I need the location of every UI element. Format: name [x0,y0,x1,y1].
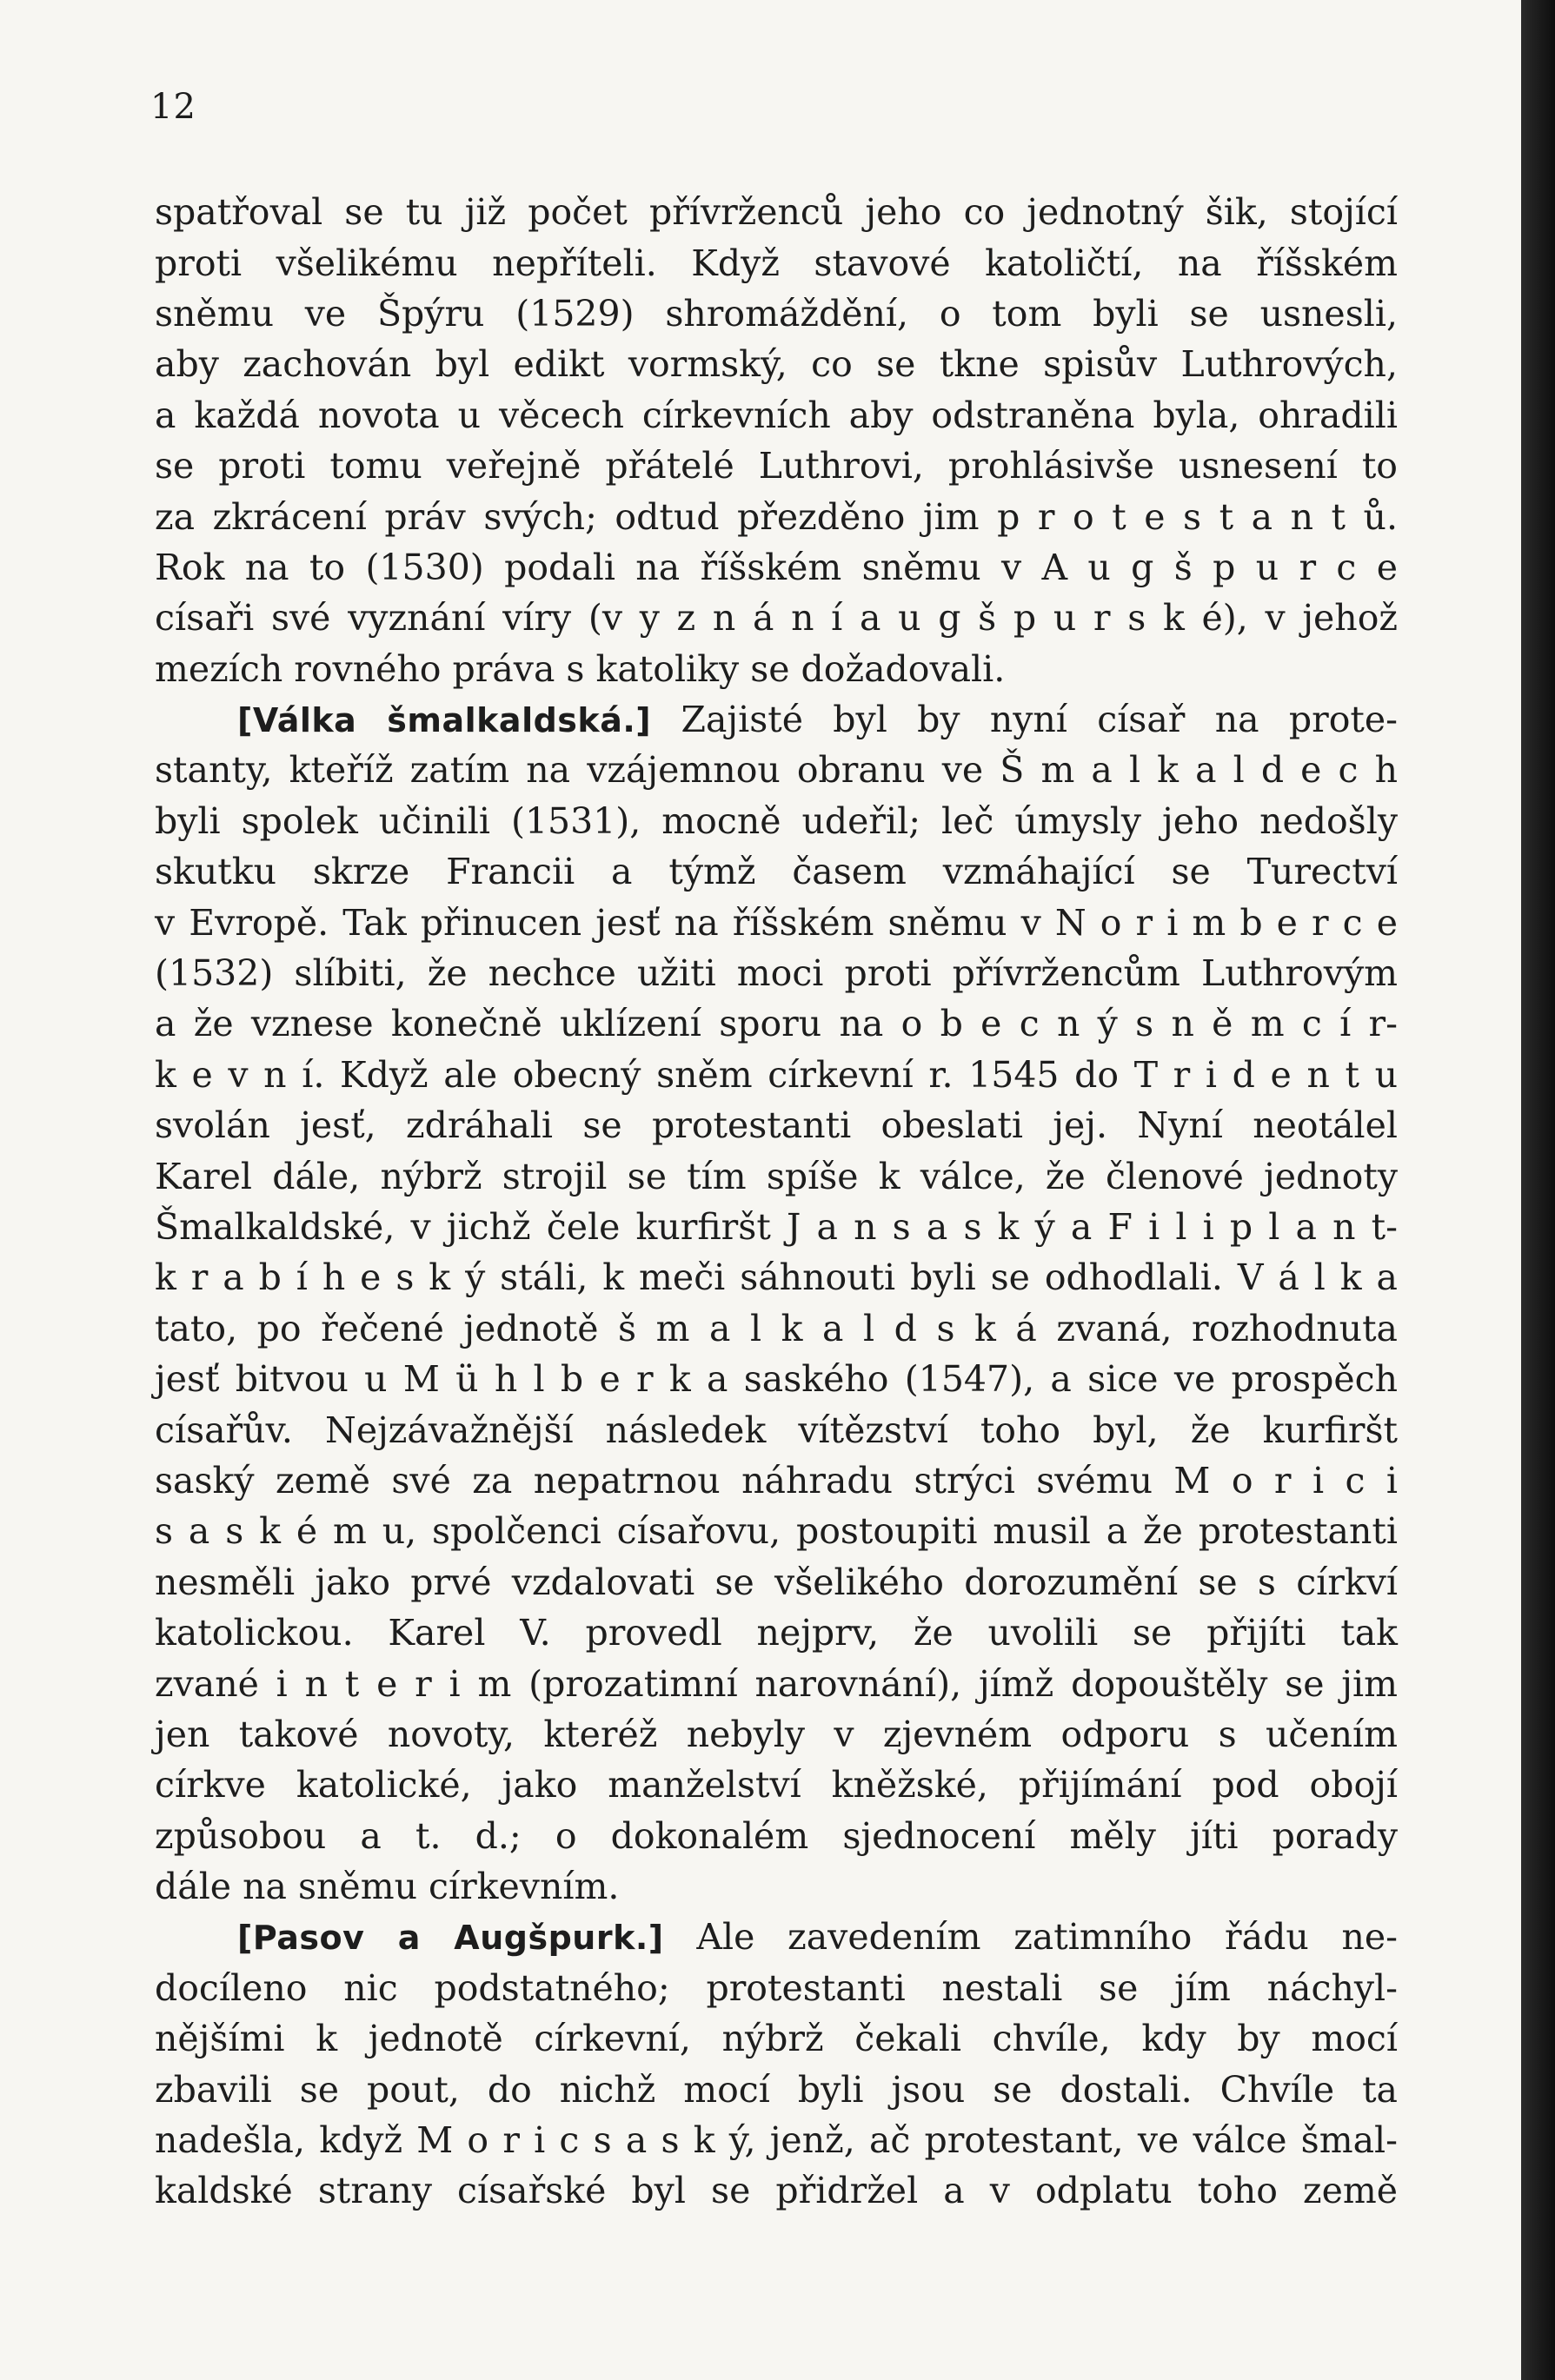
text-line: svolán jesť, zdráhali se protestanti obeslati jej. Nyní neotálel [155,1104,1398,1147]
scan-edge [1521,0,1555,2380]
text-line: sněmu ve Špýru (1529) shromáždění, o tom byli se usnesli, [155,292,1398,335]
text-line: jen takové novoty, kteréž nebyly v zjevném odporu s učením [155,1713,1398,1755]
text-line: Karel dále, nýbrž strojil se tím spíše k válce, že členové jednoty [155,1155,1398,1197]
text-line: mezích rovného práva s katoliky se dožadovali. [155,647,1006,690]
text-line: císaři své vyznání víry (v y z n á n í a u g š p u r s k é), v jehož [155,597,1398,640]
text-line: (1532) slíbiti, že nechce užiti moci proti přívržencům Luthrovým [155,952,1398,995]
text-line: [Pasov a Augšpurk.] Ale zavedením zatimního řádu ne- [237,1915,1398,1958]
body-text [155,187,1398,2217]
text-line: církve katolické, jako manželství kněžské, přijímání pod obojí [155,1764,1398,1807]
text-line: zbavili se pout, do nichž mocí byli jsou se dostali. Chvíle ta [155,2068,1398,2111]
text-line: císařův. Nejzávažnější následek vítězství toho byl, že kurfiršt [155,1409,1398,1451]
text-line: se proti tomu veřejně přátelé Luthrovi, prohlásivše usnesení to [155,445,1398,487]
text-line: katolickou. Karel V. provedl nejprv, že uvolili se přijíti tak [155,1612,1398,1654]
text-line: zvané i n t e r i m (prozatimní narovnání), jímž dopouštěly se jim [155,1662,1398,1705]
text-line: k e v n í. Když ale obecný sněm církevní r. 1545 do T r i d e n t u [155,1053,1398,1096]
text-line: a že vznese konečně uklízení sporu na o b e c n ý s n ě m c í r- [155,1003,1398,1045]
text-line: docíleno nic podstatného; protestanti nestali se jím náchyl- [155,1966,1398,2009]
text-line: aby zachován byl edikt vormský, co se tkne spisův Luthrových, [155,343,1398,386]
text-line: stanty, kteříž zatím na vzájemnou obranu ve Š m a l k a l d e c h [155,749,1398,792]
text-line: byli spolek učinili (1531), mocně udeřil; leč úmysly jeho nedošly [155,799,1398,842]
text-line: a každá novota u věcech církevních aby odstraněna byla, ohradili [155,394,1398,436]
text-line: Šmalkaldské, v jichž čele kurfiršt J a n s a s k ý a F i l i p l a n t- [155,1206,1398,1248]
text-line: Rok na to (1530) podali na říšském sněmu v A u g š p u r c e [155,546,1398,588]
text-line: jesť bitvou u M ü h l b e r k a saského (1547), a sice ve prospěch [155,1358,1398,1401]
page-number: 12 [150,87,196,127]
text-line: proti všelikému nepříteli. Když stavové katoličtí, na říšském [155,242,1398,284]
text-line: dále na sněmu církevním. [155,1866,620,1908]
text-line: tato, po řečené jednotě š m a l k a l d s k á zvaná, rozhodnuta [155,1307,1398,1349]
text-line: [Válka šmalkaldská.] Zajisté byl by nyní císař na prote- [237,698,1398,740]
text-line: v Evropě. Tak přinucen jesť na říšském sněmu v N o r i m b e r c e [155,901,1398,944]
text-line: nějšími k jednotě církevní, nýbrž čekali chvíle, kdy by mocí [155,2018,1398,2060]
section-heading-pasov: [Pasov a Augšpurk.] [237,1918,664,1957]
text-line: saský země své za nepatrnou náhradu strýci svému M o r i c i [155,1459,1398,1502]
text-line: nadešla, když M o r i c s a s k ý, jenž, ač protestant, ve válce šmal- [155,2119,1398,2162]
text-line: skutku skrze Francii a týmž časem vzmáhající se Turectví [155,851,1398,893]
text-line: k r a b í h e s k ý stáli, k meči sáhnouti byli se odhodlali. V á l k a [155,1256,1398,1299]
section-heading-valka: [Válka šmalkaldská.] [237,700,652,739]
text-line: nesměli jako prvé vzdalovati se všelikého dorozumění se s církví [155,1561,1398,1603]
text-line: za zkrácení práv svých; odtud přezděno jim p r o t e s t a n t ů. [155,495,1398,538]
text-line: kaldské strany císařské byl se přidržel a v odplatu toho země [155,2170,1398,2212]
text-line: způsobou a t. d.; o dokonalém sjednocení měly jíti porady [155,1814,1398,1857]
text-line: s a s k é m u, spolčenci císařovu, postoupiti musil a že protestanti [155,1510,1398,1553]
text-line: spatřoval se tu již počet přívrženců jeho co jednotný šik, stojící [155,191,1398,234]
